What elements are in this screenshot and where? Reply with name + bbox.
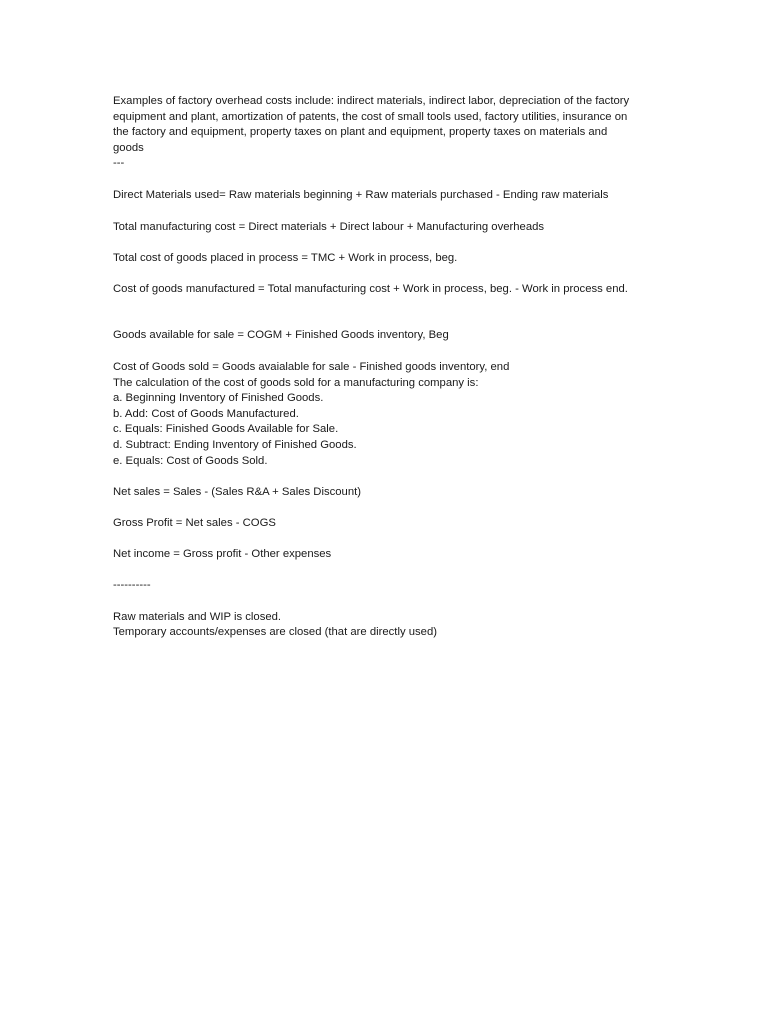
closing-note-1: Raw materials and WIP is closed. — [113, 610, 282, 623]
total-manufacturing-cost-formula: Total manufacturing cost = Direct materials + Direct labour + Manufacturing overheads — [113, 220, 545, 233]
spacer — [113, 344, 653, 360]
spacer — [113, 469, 653, 485]
cogs-calculation-intro: The calculation of the cost of goods sold for a manufacturing company is: — [113, 376, 479, 389]
cogs-step-c: c. Equals: Finished Goods Available for Sale. — [113, 423, 339, 436]
direct-materials-formula: Direct Materials used= Raw materials beginning + Raw materials purchased - Ending raw materials — [113, 188, 609, 201]
cogs-step-a: a. Beginning Inventory of Finished Goods. — [113, 392, 324, 405]
spacer — [113, 266, 653, 282]
spacer — [113, 172, 653, 188]
spacer — [113, 563, 653, 579]
spacer — [113, 532, 653, 548]
spacer — [113, 235, 653, 251]
cogs-step-d: d. Subtract: Ending Inventory of Finished Goods. — [113, 439, 357, 452]
cogs-step-e: e. Equals: Cost of Goods Sold. — [113, 454, 268, 467]
overhead-paragraph-line-4: goods — [113, 141, 144, 154]
closing-note-2: Temporary accounts/expenses are closed (that are directly used) — [113, 626, 438, 639]
spacer — [113, 500, 653, 516]
overhead-paragraph-line-2: equipment and plant, amortization of patents, the cost of small tools used, factory utilities, insurance on — [113, 110, 628, 123]
long-separator: ---------- — [113, 579, 151, 592]
short-separator: --- — [113, 157, 125, 170]
document-body — [113, 94, 653, 641]
spacer — [113, 594, 653, 610]
cogs-formula: Cost of Goods sold = Goods avaialable for sale - Finished goods inventory, end — [113, 361, 510, 374]
overhead-paragraph-line-3: the factory and equipment, property taxes on plant and equipment, property taxes on materials and — [113, 126, 608, 139]
goods-available-formula: Goods available for sale = COGM + Finished Goods inventory, Beg — [113, 329, 449, 342]
gross-profit-formula: Gross Profit = Net sales - COGS — [113, 517, 276, 530]
cogm-formula: Cost of goods manufactured = Total manufacturing cost + Work in process, beg. - Work in process end. — [113, 282, 628, 295]
net-sales-formula: Net sales = Sales - (Sales R&A + Sales Discount) — [113, 485, 362, 498]
net-income-formula: Net income = Gross profit - Other expenses — [113, 548, 332, 561]
cogs-step-b: b. Add: Cost of Goods Manufactured. — [113, 407, 299, 420]
total-cost-in-process-formula: Total cost of goods placed in process = TMC + Work in process, beg. — [113, 251, 458, 264]
spacer — [113, 298, 653, 329]
overhead-paragraph-line-1: Examples of factory overhead costs include: indirect materials, indirect labor, depreciation of the factory — [113, 95, 630, 107]
spacer — [113, 203, 653, 219]
